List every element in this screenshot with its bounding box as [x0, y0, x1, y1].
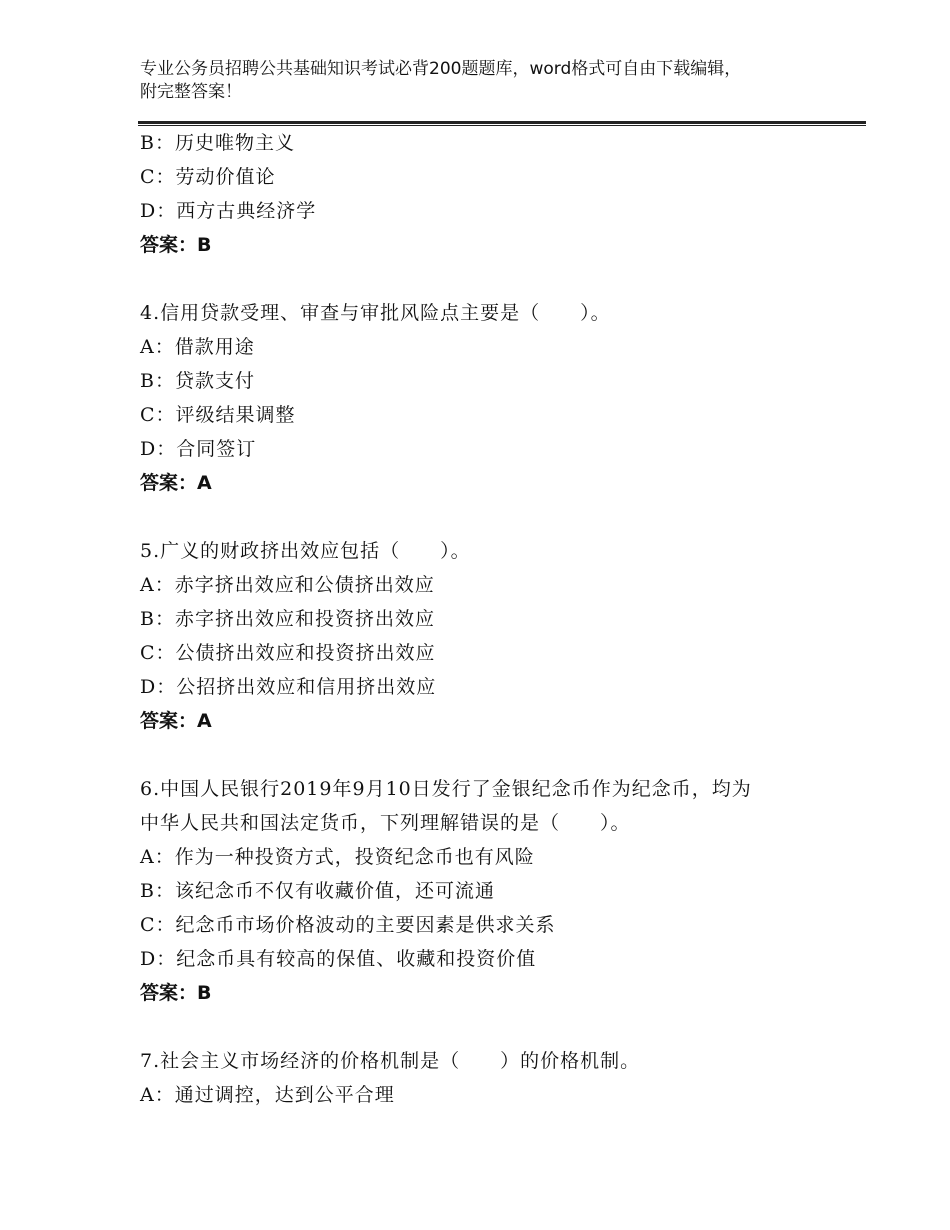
question-3-continued [140, 126, 830, 262]
question-stem: 7.社会主义市场经济的价格机制是（ ）的价格机制。 [140, 1050, 641, 1072]
option-c: C：评级结果调整 [140, 404, 296, 426]
option-a: A：通过调控，达到公平合理 [140, 1084, 395, 1106]
spacer [140, 738, 830, 772]
question-4 [140, 296, 830, 500]
spacer [140, 262, 830, 296]
question-6 [140, 772, 830, 1010]
option-a: A：作为一种投资方式，投资纪念币也有风险 [140, 846, 535, 868]
spacer [140, 1010, 830, 1044]
option-b: B：该纪念币不仅有收藏价值，还可流通 [140, 880, 495, 902]
header-line-2: 附完整答案！ [140, 82, 242, 102]
question-5 [140, 534, 830, 738]
option-c: C：纪念币市场价格波动的主要因素是供求关系 [140, 914, 556, 936]
spacer [140, 500, 830, 534]
answer: 答案：A [140, 710, 212, 732]
answer: 答案：B [140, 982, 212, 1004]
option-d: D：公招挤出效应和信用挤出效应 [140, 676, 437, 698]
question-stem-line-2: 中华人民共和国法定货币，下列理解错误的是（ ）。 [140, 812, 631, 834]
question-7 [140, 1044, 830, 1112]
option-b: B：赤字挤出效应和投资挤出效应 [140, 608, 435, 630]
option-d: D：合同签订 [140, 438, 257, 460]
option-b: B：贷款支付 [140, 370, 255, 392]
answer: 答案：A [140, 472, 212, 494]
question-stem: 4.信用贷款受理、审查与审批风险点主要是（ ）。 [140, 302, 611, 324]
question-stem-line-1: 6.中国人民银行2019年9月10日发行了金银纪念币作为纪念币，均为 [140, 778, 752, 800]
option-a: A：借款用途 [140, 336, 255, 358]
question-stem: 5.广义的财政挤出效应包括（ ）。 [140, 540, 471, 562]
option-c: C：劳动价值论 [140, 166, 276, 188]
header-divider-thick [138, 121, 866, 124]
question-content [140, 126, 830, 1112]
option-b: B：历史唯物主义 [140, 132, 295, 154]
option-d: D：西方古典经济学 [140, 200, 317, 222]
option-d: D：纪念币具有较高的保值、收藏和投资价值 [140, 948, 537, 970]
header-line-1: 专业公务员招聘公共基础知识考试必背200题题库，word格式可自由下载编辑， [140, 59, 742, 79]
document-header [140, 58, 830, 104]
answer: 答案：B [140, 234, 212, 256]
option-c: C：公债挤出效应和投资挤出效应 [140, 642, 436, 664]
option-a: A：赤字挤出效应和公债挤出效应 [140, 574, 435, 596]
